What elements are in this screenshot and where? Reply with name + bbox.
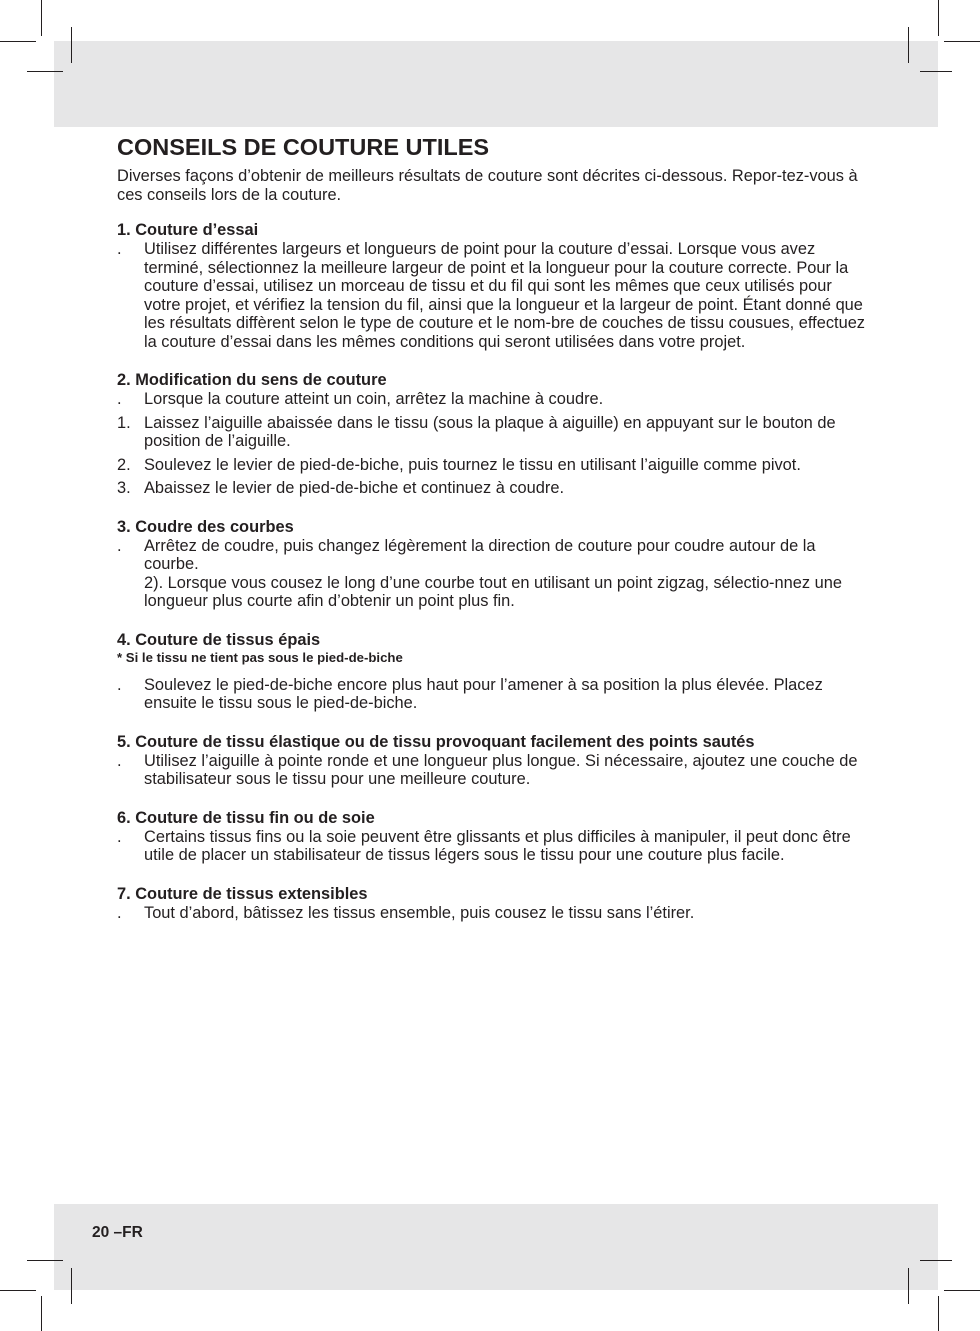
- list-text: Soulevez le pied-de-biche encore plus haut pour l’amener à sa position la plus élevée. Placez ensuite le tissu sous le pied-de-biche.: [144, 675, 823, 712]
- list-marker: .: [117, 827, 122, 846]
- list-text: Utilisez l’aiguille à pointe ronde et une longueur plus longue. Si nécessaire, ajoutez une couche de stabilisateur sous le tissu pour une meilleure couture.: [144, 751, 858, 788]
- list-item: [117, 904, 869, 923]
- crop-mark: [938, 1296, 939, 1331]
- list-marker: .: [117, 536, 122, 555]
- crop-mark: [944, 1290, 980, 1291]
- list-text: Lorsque la couture atteint un coin, arrêtez la machine à coudre.: [144, 390, 604, 408]
- section-thin-silk: [117, 809, 869, 865]
- section-heading: 3. Coudre des courbes: [117, 517, 294, 536]
- list-item: [117, 676, 869, 713]
- page-number: 20 –FR: [92, 1224, 143, 1241]
- section-note: * Si le tissu ne tient pas sous le pied-de-biche: [117, 649, 403, 665]
- list-marker: .: [117, 240, 122, 258]
- list-marker: .: [117, 390, 122, 408]
- list-marker: 3.: [117, 479, 131, 497]
- section-heading: 5. Couture de tissu élastique ou de tissu provoquant facilement des points sautés: [117, 732, 755, 751]
- crop-mark: [71, 27, 72, 63]
- crop-mark: [27, 1260, 63, 1261]
- section-test-sewing: [117, 221, 869, 351]
- header-band: [54, 41, 938, 127]
- crop-mark: [938, 0, 939, 36]
- section-heading: 2. Modification du sens de couture: [117, 371, 387, 389]
- section-elastic-fabrics: [117, 733, 869, 789]
- list-item: [117, 828, 869, 865]
- page-title: CONSEILS DE COUTURE UTILES: [117, 134, 490, 160]
- crop-mark: [0, 41, 36, 42]
- list-marker: 1.: [117, 413, 131, 432]
- crop-mark: [944, 41, 980, 42]
- crop-mark: [41, 0, 42, 36]
- crop-mark: [920, 1260, 952, 1261]
- section-heading: 6. Couture de tissu fin ou de soie: [117, 808, 375, 827]
- list-text: Soulevez le levier de pied-de-biche, puis tournez le tissu en utilisant l’aiguille comme pivot.: [144, 455, 801, 474]
- section-heading: 7. Couture de tissus extensibles: [117, 884, 368, 903]
- section-heading: 1. Couture d’essai: [117, 221, 259, 239]
- list-text: Abaissez le levier de pied-de-biche et continuez à coudre.: [144, 479, 565, 497]
- list-text: Arrêtez de coudre, puis changez légèrement la direction de couture pour coudre autour de la courbe.: [144, 536, 816, 573]
- list-item: [117, 456, 869, 475]
- list-item: [117, 537, 869, 574]
- list-text: Utilisez différentes largeurs et longueurs de point pour la couture d’essai. Lorsque vous avez terminé, sélectionnez la meilleure largeur de point et la longueur pour la couture correcte. Pour la couture d’essai, utilisez un morceau de tissu et du fil qui sont les mêmes que ceux utilisés pour votre projet, et vérifiez la tension du fil, ainsi que la longueur et la largeur de point. Étant donné que les résultats diffèrent selon le type de couture et le nom-bre de couches de tissu cousues, effectuez la couture d’essai dans les mêmes conditions qui seront utilisées dans votre projet.: [144, 240, 866, 351]
- section-curves: [117, 518, 869, 611]
- footer-band: [54, 1204, 938, 1290]
- list-text: 2). Lorsque vous cousez le long d’une courbe tout en utilisant un point zigzag, sélectio-nnez une longueur plus courte afin d’obtenir un point plus fin.: [144, 573, 842, 610]
- crop-mark: [27, 71, 63, 72]
- list-marker: [117, 574, 144, 611]
- list-marker: .: [117, 903, 122, 922]
- list-item: [117, 390, 869, 409]
- list-item: [117, 752, 869, 789]
- crop-mark: [41, 1296, 42, 1331]
- list-text: Certains tissus fins ou la soie peuvent être glissants et plus difficiles à manipuler, il peut donc être utile de placer un stabilisateur de tissus légers sous le tissu pour une couture plus facile.: [144, 827, 851, 864]
- crop-mark: [908, 27, 909, 63]
- section-change-direction: [117, 371, 869, 498]
- section-thick-fabrics: [117, 631, 869, 713]
- list-item: [117, 479, 869, 498]
- list-marker: .: [117, 751, 122, 770]
- list-marker: 2.: [117, 455, 131, 474]
- list-item: [117, 574, 869, 611]
- list-item: [117, 240, 869, 351]
- crop-mark: [908, 1268, 909, 1304]
- list-item: [117, 414, 869, 451]
- list-marker: .: [117, 675, 122, 694]
- crop-mark: [0, 1290, 36, 1291]
- section-stretch-fabrics: [117, 885, 869, 923]
- page-content: [117, 133, 869, 942]
- list-text: Tout d’abord, bâtissez les tissus ensemble, puis cousez le tissu sans l’étirer.: [144, 903, 695, 922]
- list-text: Laissez l’aiguille abaissée dans le tissu (sous la plaque à aiguille) en appuyant sur le bouton de position de l’aiguille.: [144, 413, 836, 450]
- intro-paragraph: Diverses façons d’obtenir de meilleurs résultats de couture sont décrites ci-dessous. Repor-tez-vous à ces conseils lors de la couture.: [117, 167, 858, 204]
- crop-mark: [71, 1268, 72, 1304]
- crop-mark: [920, 71, 952, 72]
- section-heading: 4. Couture de tissus épais: [117, 630, 321, 649]
